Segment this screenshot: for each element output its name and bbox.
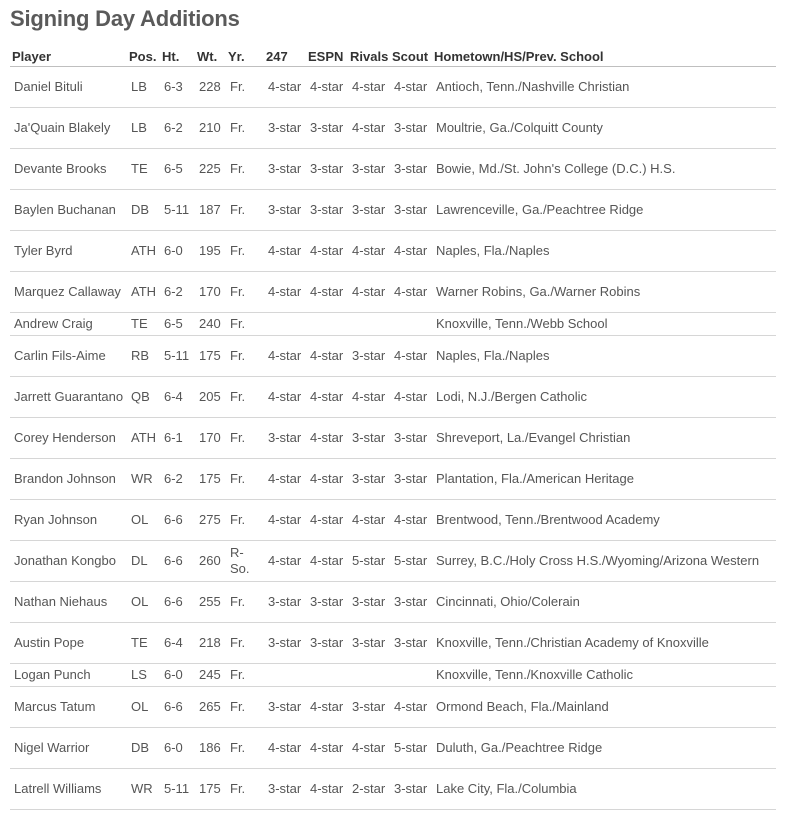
hometown-cell: Knoxville, Tenn./Webb School <box>432 313 776 336</box>
rating-rivals-cell <box>348 664 390 687</box>
player-cell: Marquez Callaway <box>10 272 127 313</box>
rating-rivals-cell: 3-star <box>348 459 390 500</box>
height-cell: 6-6 <box>160 687 195 728</box>
rating-espn-cell: 3-star <box>306 623 348 664</box>
rating-247-cell: 3-star <box>264 190 306 231</box>
rating-scout-cell: 4-star <box>390 336 432 377</box>
year-cell: Fr. <box>226 728 264 769</box>
rating-scout-cell: 4-star <box>390 500 432 541</box>
table-row <box>10 728 776 769</box>
position-cell: TE <box>127 623 160 664</box>
weight-cell: 255 <box>195 582 226 623</box>
position-cell: OL <box>127 687 160 728</box>
position-cell: TE <box>127 313 160 336</box>
rating-scout-cell: 3-star <box>390 623 432 664</box>
weight-cell: 245 <box>195 664 226 687</box>
rating-rivals-cell: 3-star <box>348 582 390 623</box>
rating-espn-cell: 3-star <box>306 582 348 623</box>
player-cell: Carlin Fils-Aime <box>10 336 127 377</box>
rating-rivals-cell: 4-star <box>348 377 390 418</box>
player-cell: Corey Henderson <box>10 418 127 459</box>
header-year: Yr. <box>226 47 264 67</box>
hometown-cell: Antioch, Tenn./Nashville Christian <box>432 67 776 108</box>
hometown-cell: Brentwood, Tenn./Brentwood Academy <box>432 500 776 541</box>
header-hometown: Hometown/HS/Prev. School <box>432 47 776 67</box>
rating-espn-cell: 3-star <box>306 190 348 231</box>
table-row <box>10 664 776 687</box>
hometown-cell: Lodi, N.J./Bergen Catholic <box>432 377 776 418</box>
weight-cell: 218 <box>195 623 226 664</box>
year-cell: Fr. <box>226 418 264 459</box>
table-row <box>10 231 776 272</box>
position-cell: LB <box>127 108 160 149</box>
player-cell: Daniel Bituli <box>10 67 127 108</box>
height-cell: 6-5 <box>160 149 195 190</box>
position-cell: QB <box>127 377 160 418</box>
height-cell: 6-4 <box>160 623 195 664</box>
rating-247-cell: 3-star <box>264 687 306 728</box>
rating-scout-cell: 4-star <box>390 231 432 272</box>
year-cell: Fr. <box>226 459 264 500</box>
position-cell: ATH <box>127 272 160 313</box>
rating-rivals-cell: 3-star <box>348 190 390 231</box>
rating-espn-cell: 4-star <box>306 231 348 272</box>
header-position: Pos. <box>127 47 160 67</box>
rating-247-cell: 3-star <box>264 418 306 459</box>
player-cell: Marcus Tatum <box>10 687 127 728</box>
rating-rivals-cell: 3-star <box>348 623 390 664</box>
rating-scout-cell: 3-star <box>390 190 432 231</box>
rating-espn-cell: 4-star <box>306 67 348 108</box>
rating-scout-cell: 3-star <box>390 582 432 623</box>
weight-cell: 240 <box>195 313 226 336</box>
rating-espn-cell: 3-star <box>306 108 348 149</box>
hometown-cell: Moultrie, Ga./Colquitt County <box>432 108 776 149</box>
rating-espn-cell: 4-star <box>306 377 348 418</box>
rating-espn-cell <box>306 313 348 336</box>
year-cell: Fr. <box>226 149 264 190</box>
rating-247-cell: 4-star <box>264 500 306 541</box>
position-cell: WR <box>127 459 160 500</box>
rating-espn-cell: 4-star <box>306 541 348 582</box>
height-cell: 6-1 <box>160 418 195 459</box>
rating-247-cell: 3-star <box>264 149 306 190</box>
rating-scout-cell: 4-star <box>390 67 432 108</box>
table-row <box>10 541 776 582</box>
player-cell: Nathan Niehaus <box>10 582 127 623</box>
weight-cell: 228 <box>195 67 226 108</box>
header-espn: ESPN <box>306 47 348 67</box>
weight-cell: 175 <box>195 769 226 810</box>
header-weight: Wt. <box>195 47 226 67</box>
rating-scout-cell: 3-star <box>390 418 432 459</box>
table-row <box>10 377 776 418</box>
rating-rivals-cell: 4-star <box>348 500 390 541</box>
rating-rivals-cell: 3-star <box>348 149 390 190</box>
height-cell: 6-2 <box>160 272 195 313</box>
table-row <box>10 623 776 664</box>
year-cell: Fr. <box>226 108 264 149</box>
table-row <box>10 190 776 231</box>
rating-rivals-cell: 3-star <box>348 687 390 728</box>
table-row <box>10 67 776 108</box>
rating-espn-cell: 4-star <box>306 336 348 377</box>
rating-247-cell: 4-star <box>264 67 306 108</box>
rating-scout-cell: 3-star <box>390 459 432 500</box>
rating-247-cell: 4-star <box>264 541 306 582</box>
height-cell: 6-6 <box>160 500 195 541</box>
weight-cell: 170 <box>195 418 226 459</box>
height-cell: 6-0 <box>160 728 195 769</box>
year-cell: Fr. <box>226 231 264 272</box>
height-cell: 6-4 <box>160 377 195 418</box>
player-cell: Ja'Quain Blakely <box>10 108 127 149</box>
rating-scout-cell: 4-star <box>390 687 432 728</box>
player-cell: Tyler Byrd <box>10 231 127 272</box>
position-cell: ATH <box>127 231 160 272</box>
rating-espn-cell: 4-star <box>306 272 348 313</box>
player-cell: Latrell Williams <box>10 769 127 810</box>
table-row <box>10 108 776 149</box>
height-cell: 6-6 <box>160 541 195 582</box>
table-row <box>10 336 776 377</box>
height-cell: 6-5 <box>160 313 195 336</box>
hometown-cell: Knoxville, Tenn./Christian Academy of Knoxville <box>432 623 776 664</box>
rating-247-cell: 4-star <box>264 459 306 500</box>
table-header-row <box>10 47 776 67</box>
weight-cell: 265 <box>195 687 226 728</box>
hometown-cell: Bowie, Md./St. John's College (D.C.) H.S. <box>432 149 776 190</box>
hometown-cell: Cincinnati, Ohio/Colerain <box>432 582 776 623</box>
weight-cell: 260 <box>195 541 226 582</box>
year-cell: Fr. <box>226 336 264 377</box>
rating-espn-cell: 4-star <box>306 769 348 810</box>
rating-espn-cell: 4-star <box>306 459 348 500</box>
rating-espn-cell: 4-star <box>306 728 348 769</box>
year-cell: Fr. <box>226 190 264 231</box>
table-row <box>10 582 776 623</box>
rating-rivals-cell: 5-star <box>348 541 390 582</box>
hometown-cell: Shreveport, La./Evangel Christian <box>432 418 776 459</box>
rating-rivals-cell: 3-star <box>348 418 390 459</box>
player-cell: Nigel Warrior <box>10 728 127 769</box>
height-cell: 6-3 <box>160 67 195 108</box>
header-247: 247 <box>264 47 306 67</box>
weight-cell: 175 <box>195 459 226 500</box>
year-cell: Fr. <box>226 769 264 810</box>
rating-247-cell <box>264 664 306 687</box>
rating-scout-cell <box>390 664 432 687</box>
rating-247-cell: 3-star <box>264 108 306 149</box>
hometown-cell: Naples, Fla./Naples <box>432 336 776 377</box>
hometown-cell: Ormond Beach, Fla./Mainland <box>432 687 776 728</box>
rating-rivals-cell: 2-star <box>348 769 390 810</box>
year-cell: Fr. <box>226 67 264 108</box>
height-cell: 6-0 <box>160 664 195 687</box>
position-cell: LS <box>127 664 160 687</box>
hometown-cell: Lawrenceville, Ga./Peachtree Ridge <box>432 190 776 231</box>
weight-cell: 205 <box>195 377 226 418</box>
position-cell: DB <box>127 728 160 769</box>
rating-espn-cell: 3-star <box>306 149 348 190</box>
height-cell: 5-11 <box>160 336 195 377</box>
header-height: Ht. <box>160 47 195 67</box>
player-cell: Andrew Craig <box>10 313 127 336</box>
year-cell: R-So. <box>226 541 264 582</box>
rating-scout-cell: 4-star <box>390 272 432 313</box>
position-cell: ATH <box>127 418 160 459</box>
table-body <box>10 67 776 810</box>
rating-247-cell: 3-star <box>264 623 306 664</box>
position-cell: OL <box>127 582 160 623</box>
year-cell: Fr. <box>226 623 264 664</box>
rating-rivals-cell: 4-star <box>348 67 390 108</box>
weight-cell: 170 <box>195 272 226 313</box>
height-cell: 6-0 <box>160 231 195 272</box>
rating-rivals-cell: 4-star <box>348 272 390 313</box>
weight-cell: 195 <box>195 231 226 272</box>
player-cell: Logan Punch <box>10 664 127 687</box>
position-cell: DL <box>127 541 160 582</box>
player-cell: Brandon Johnson <box>10 459 127 500</box>
year-cell: Fr. <box>226 313 264 336</box>
header-player: Player <box>10 47 127 67</box>
position-cell: TE <box>127 149 160 190</box>
rating-rivals-cell: 4-star <box>348 231 390 272</box>
rating-scout-cell: 3-star <box>390 769 432 810</box>
position-cell: LB <box>127 67 160 108</box>
rating-espn-cell <box>306 664 348 687</box>
position-cell: RB <box>127 336 160 377</box>
year-cell: Fr. <box>226 582 264 623</box>
rating-247-cell: 3-star <box>264 769 306 810</box>
position-cell: OL <box>127 500 160 541</box>
hometown-cell: Duluth, Ga./Peachtree Ridge <box>432 728 776 769</box>
hometown-cell: Warner Robins, Ga./Warner Robins <box>432 272 776 313</box>
table-row <box>10 272 776 313</box>
weight-cell: 210 <box>195 108 226 149</box>
player-cell: Jarrett Guarantano <box>10 377 127 418</box>
height-cell: 6-6 <box>160 582 195 623</box>
rating-scout-cell: 5-star <box>390 541 432 582</box>
weight-cell: 187 <box>195 190 226 231</box>
hometown-cell: Surrey, B.C./Holy Cross H.S./Wyoming/Arizona Western <box>432 541 776 582</box>
table-row <box>10 769 776 810</box>
signees-table <box>10 47 776 810</box>
weight-cell: 225 <box>195 149 226 190</box>
rating-espn-cell: 4-star <box>306 500 348 541</box>
height-cell: 5-11 <box>160 769 195 810</box>
hometown-cell: Plantation, Fla./American Heritage <box>432 459 776 500</box>
header-scout: Scout <box>390 47 432 67</box>
rating-espn-cell: 4-star <box>306 687 348 728</box>
year-cell: Fr. <box>226 272 264 313</box>
rating-247-cell: 4-star <box>264 728 306 769</box>
rating-espn-cell: 4-star <box>306 418 348 459</box>
position-cell: WR <box>127 769 160 810</box>
page-title: Signing Day Additions <box>10 6 240 31</box>
year-cell: Fr. <box>226 664 264 687</box>
rating-scout-cell <box>390 313 432 336</box>
rating-247-cell: 4-star <box>264 336 306 377</box>
player-cell: Devante Brooks <box>10 149 127 190</box>
player-cell: Austin Pope <box>10 623 127 664</box>
rating-scout-cell: 3-star <box>390 149 432 190</box>
table-row <box>10 500 776 541</box>
rating-rivals-cell: 4-star <box>348 728 390 769</box>
rating-rivals-cell: 3-star <box>348 336 390 377</box>
player-cell: Baylen Buchanan <box>10 190 127 231</box>
hometown-cell: Naples, Fla./Naples <box>432 231 776 272</box>
height-cell: 5-11 <box>160 190 195 231</box>
weight-cell: 175 <box>195 336 226 377</box>
rating-scout-cell: 5-star <box>390 728 432 769</box>
year-cell: Fr. <box>226 500 264 541</box>
year-cell: Fr. <box>226 687 264 728</box>
table-row <box>10 149 776 190</box>
position-cell: DB <box>127 190 160 231</box>
rating-247-cell: 4-star <box>264 377 306 418</box>
table-row <box>10 313 776 336</box>
rating-rivals-cell: 4-star <box>348 108 390 149</box>
table-row <box>10 687 776 728</box>
height-cell: 6-2 <box>160 108 195 149</box>
year-cell: Fr. <box>226 377 264 418</box>
table-row <box>10 459 776 500</box>
hometown-cell: Knoxville, Tenn./Knoxville Catholic <box>432 664 776 687</box>
rating-247-cell: 3-star <box>264 582 306 623</box>
header-rivals: Rivals <box>348 47 390 67</box>
weight-cell: 275 <box>195 500 226 541</box>
rating-rivals-cell <box>348 313 390 336</box>
player-cell: Jonathan Kongbo <box>10 541 127 582</box>
rating-scout-cell: 3-star <box>390 108 432 149</box>
rating-247-cell: 4-star <box>264 231 306 272</box>
weight-cell: 186 <box>195 728 226 769</box>
height-cell: 6-2 <box>160 459 195 500</box>
table-row <box>10 418 776 459</box>
rating-247-cell <box>264 313 306 336</box>
player-cell: Ryan Johnson <box>10 500 127 541</box>
hometown-cell: Lake City, Fla./Columbia <box>432 769 776 810</box>
rating-scout-cell: 4-star <box>390 377 432 418</box>
rating-247-cell: 4-star <box>264 272 306 313</box>
